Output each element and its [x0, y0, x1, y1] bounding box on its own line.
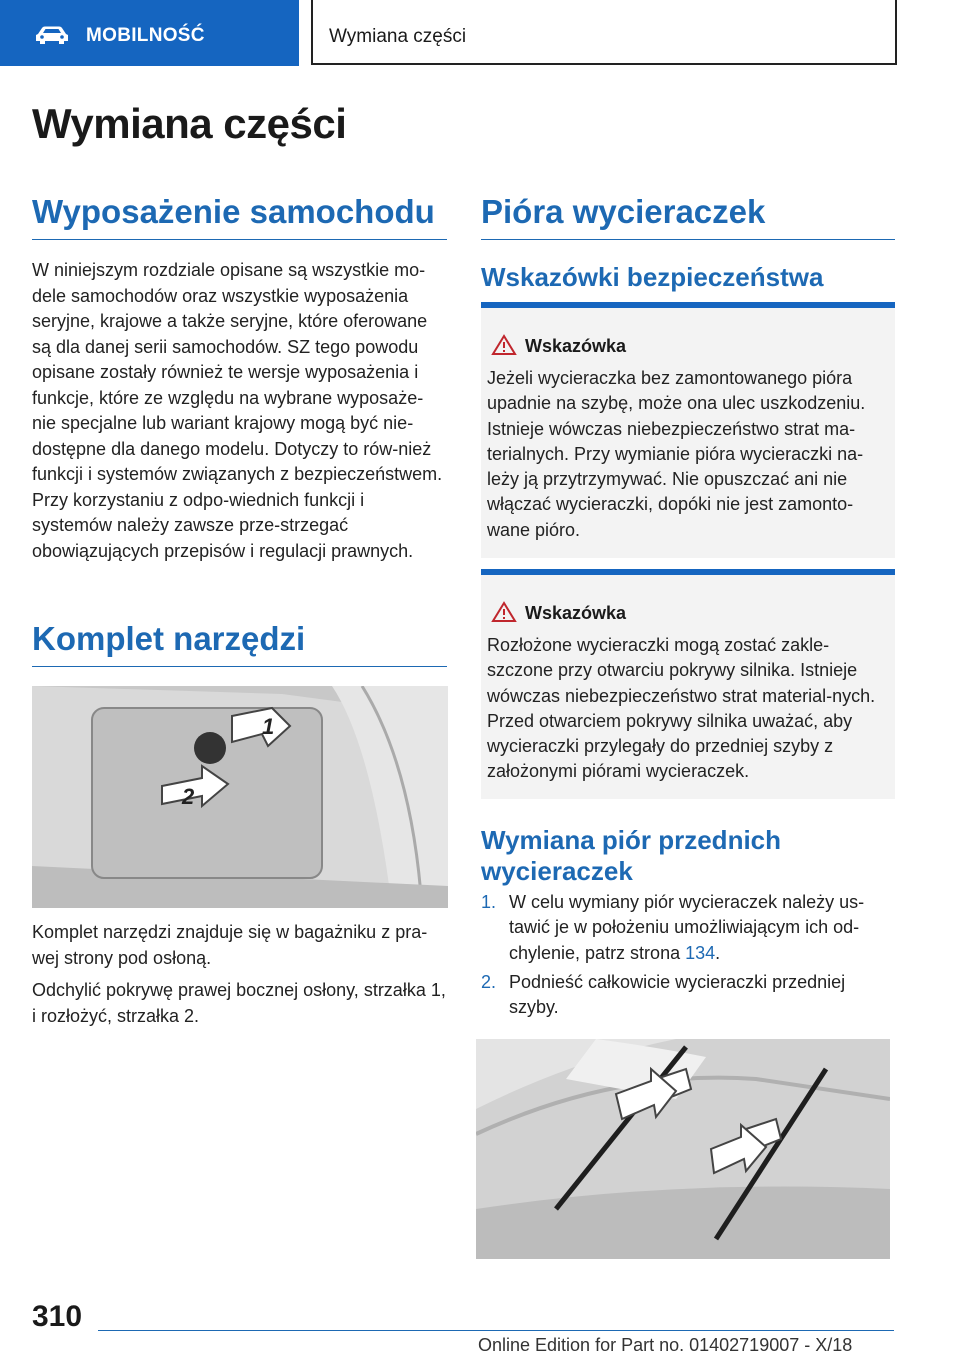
paragraph-equipment: W niniejszym rozdziale opisane są wszystkie mo-dele samochodów oraz wszystkie wyposażenia seryjne, krajowe a także seryjne, które oferowane są dla danej serii samochodów. SZ tego powodu opisane zostały również te wersje wyposażenia i funkcje, które ze względu na wybrane wyposaże-nie specjalne lub wariant krajowy mogą być nie-dostępne dla danego modelu. Dotyczy to rów-nież funkcji i systemów związanych z bezpieczeństwem. Przy korzystaniu z odpo-wiednich funkcji i systemów należy zawsze prze-strzegać obowiązujących przepisów i regulacji prawnych. — [32, 260, 443, 561]
heading-tools: Komplet narzędzi — [32, 620, 447, 667]
footer-divider — [98, 1330, 894, 1331]
step-number: 1. — [481, 892, 497, 912]
warning-icon — [491, 601, 517, 623]
warning-icon — [491, 334, 517, 356]
step-number: 2. — [481, 971, 497, 992]
page-number: 310 — [32, 1300, 83, 1333]
toolkit-figure — [32, 686, 448, 908]
note-text: Jeżeli wycieraczka bez zamontowanego pióra upadnie na szybę, może ona ulec uszkodzeniu. Istnieje wówczas niebezpieczeństwo strat ma-terialnych. Przy wymianie pióra wycieraczki na-leży ją przytrzymywać. Nie opuszczać ani nie włączać wycieraczki, dopóki nie jest zamonto-wane pióro. — [487, 368, 866, 540]
heading-wipers: Pióra wycieraczek — [481, 193, 895, 240]
section-label: MOBILNOŚĆ — [86, 25, 205, 46]
heading-front-wipers: Wymiana piór przednich wycieraczek — [481, 825, 782, 886]
wipers-figure — [476, 1039, 890, 1259]
heading-safety: Wskazówki bezpieczeństwa — [481, 262, 824, 292]
note-title: Wskazówka — [525, 336, 627, 356]
page-link[interactable]: 134 — [685, 942, 716, 963]
note-text: Rozłożone wycieraczki mogą zostać zakle-szczone przy otwarciu pokrywy silnika. Istnieje wówczas niebezpieczeństwo strat material-nych. Przed otwarciem pokrywy silnika uważać, aby wycieraczki przylegały do przedniej szyby z założonymi piórami wycieraczek. — [487, 635, 876, 782]
footer-edition: Online Edition for Part no. 01402719007 - X/18 — [478, 1335, 853, 1355]
step-text: W celu wymiany piór wycieraczek należy us-tawić je w położeniu umożliwiającym ich od-chylenie, patrz strona — [509, 892, 865, 963]
arrow-1-label: 1 — [262, 714, 275, 739]
paragraph-tools-location: Komplet narzędzi znajduje się w bagażniku z pra-wej strony pod osłoną. — [32, 922, 428, 968]
note-box-2 — [481, 569, 895, 799]
list-item — [481, 890, 895, 966]
paragraph-tools-steps: Odchylić pokrywę prawej bocznej osłony, strzałka 1, i rozłożyć, strzałka 2. — [32, 980, 446, 1026]
note-title: Wskazówka — [525, 603, 627, 623]
arrow-2-label: 2 — [182, 784, 195, 809]
step-text: Podnieść całkowicie wycieraczki przedniej szyby. — [509, 971, 846, 1018]
list-item — [481, 970, 895, 1021]
note-box-1 — [481, 302, 895, 558]
page-title: Wymiana części — [32, 100, 347, 147]
breadcrumb[interactable] — [311, 0, 897, 65]
breadcrumb-label: Wymiana części — [329, 26, 467, 47]
section-tab[interactable] — [0, 0, 299, 66]
steps-list — [481, 890, 895, 1024]
heading-equipment: Wyposażenie samochodu — [32, 193, 447, 240]
step-tail: . — [715, 942, 721, 963]
car-icon — [34, 25, 70, 45]
